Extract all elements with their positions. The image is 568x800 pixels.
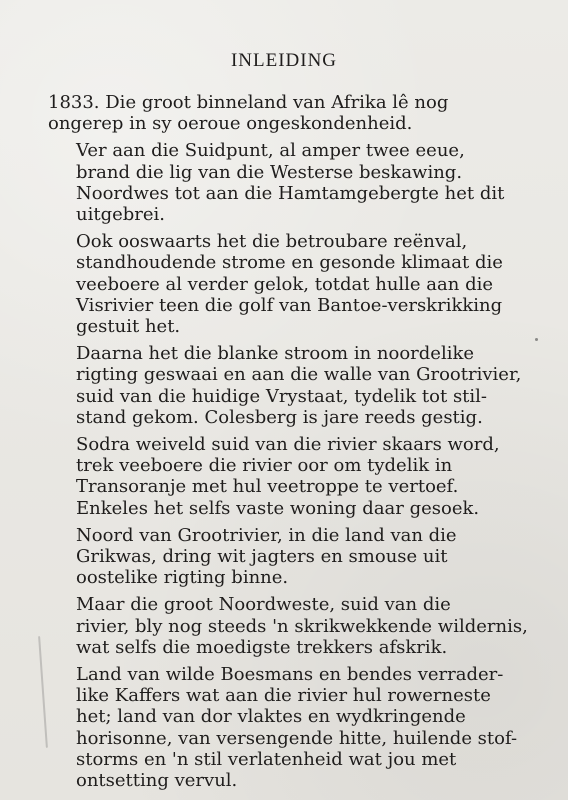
- paragraph-line: Ook ooswaarts het die betroubare reënval,: [76, 231, 468, 253]
- paragraph-line: rigting geswaai en aan die walle van Grootrivier,: [76, 364, 522, 386]
- paragraph-line: wat selfs die moedigste trekkers afskrik.: [76, 636, 448, 658]
- paragraph-line: like Kaffers wat aan die rivier hul rowerneste: [76, 685, 491, 707]
- paragraph-line: standhoudende strome en gesonde klimaat die: [76, 252, 503, 274]
- paragraph-line: uitgebrei.: [76, 204, 166, 226]
- paragraph-3: [48, 231, 516, 337]
- paragraph-line: gestuit het.: [76, 316, 181, 338]
- paragraph-line: 1833. Die groot binneland van Afrika lê nog: [48, 92, 449, 113]
- paragraph-line: veeboere al verder gelok, totdat hulle aan die: [76, 273, 494, 295]
- pencil-margin-mark: [38, 636, 48, 748]
- paragraph-line: Enkeles het selfs vaste woning daar gesoek.: [76, 497, 480, 519]
- paragraph-4: [48, 343, 522, 428]
- paragraph-line: ontsetting vervul.: [76, 770, 238, 792]
- paragraph-line: trek veeboere die rivier oor om tydelik in: [76, 455, 453, 477]
- paragraph-line: Noordwes tot aan die Hamtamgebergte het dit: [76, 182, 505, 204]
- paragraph-line: Transoranje met hul veetroppe te vertoef.: [76, 476, 459, 498]
- paragraph-5: [48, 434, 516, 519]
- paragraph-line: rivier, bly nog steeds 'n skrikwekkende wildernis,: [76, 615, 528, 637]
- paragraph-1: [48, 92, 516, 134]
- paragraph-2: [48, 140, 516, 225]
- paragraph-line: oostelike rigting binne.: [76, 567, 289, 589]
- paragraph-line: brand die lig van die Westerse beskawing.: [76, 161, 463, 183]
- paragraph-line: Daarna het die blanke stroom in noordelike: [76, 343, 475, 365]
- paragraph-line: Land van wilde Boesmans en bendes verrader-: [76, 664, 504, 686]
- paragraph-line: suid van die huidige Vrystaat, tydelik tot stil-: [76, 385, 488, 407]
- paragraph-8: [48, 664, 516, 791]
- paragraph-line: Noord van Grootrivier, in die land van die: [76, 524, 457, 546]
- paragraph-line: ongerep in sy oeroue ongeskondenheid.: [48, 113, 413, 135]
- paragraph-line: Grikwas, dring wit jagters en smouse uit: [76, 546, 448, 568]
- paragraph-line: Sodra weiveld suid van die rivier skaars word,: [76, 434, 500, 456]
- paragraph-line: het; land van dor vlaktes en wydkringende: [76, 706, 466, 728]
- paragraph-line: storms en 'n stil verlatenheid wat jou met: [76, 748, 457, 770]
- paragraph-7: [48, 594, 528, 658]
- paragraph-line: stand gekom. Colesberg is jare reeds gestig.: [76, 406, 483, 428]
- paragraph-line: Maar die groot Noordweste, suid van die: [76, 594, 451, 616]
- ink-speck: [535, 338, 538, 341]
- paragraph-line: horisonne, van versengende hitte, huilende stof-: [76, 727, 518, 749]
- paragraph-6: [48, 525, 516, 589]
- page-title: INLEIDING: [230, 50, 338, 71]
- page-body: [48, 92, 528, 797]
- paragraph-line: Visrivier teen die golf van Bantoe-verskrikking: [76, 294, 503, 316]
- paragraph-line: Ver aan die Suidpunt, al amper twee eeue,: [76, 140, 465, 162]
